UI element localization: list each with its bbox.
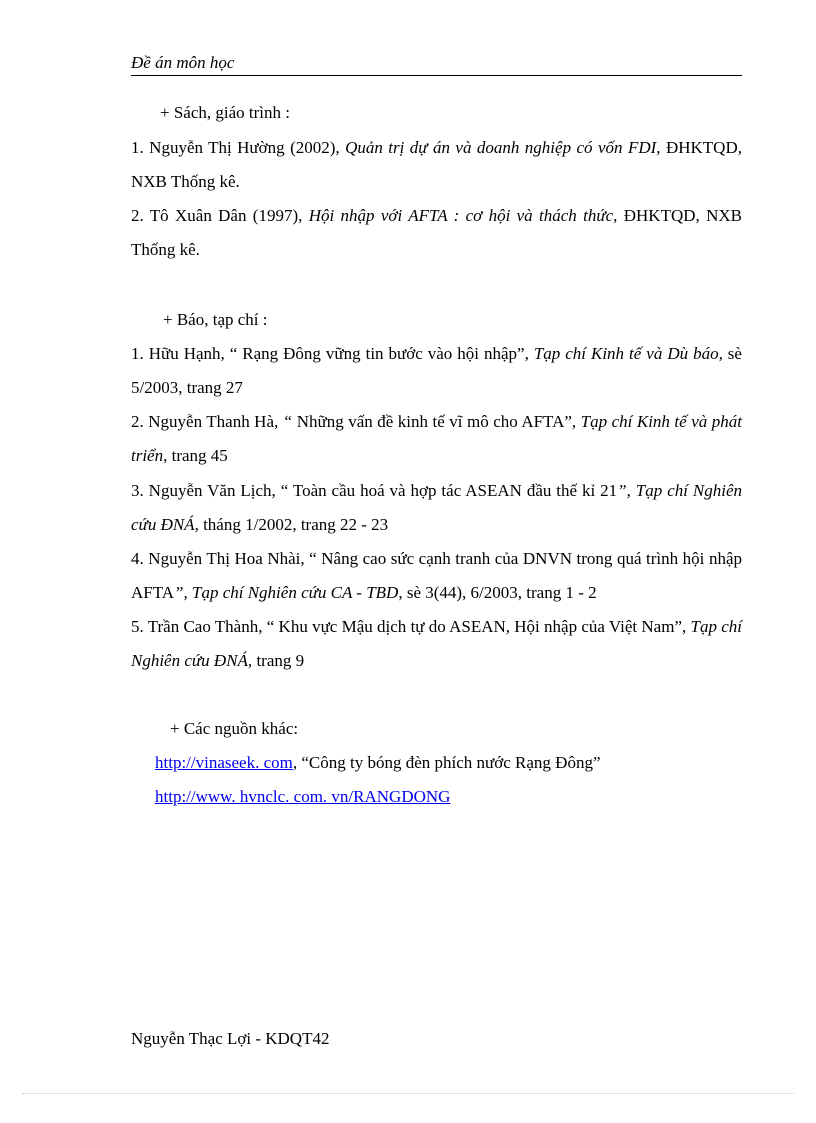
other-sources-heading: + Các nguồn khác: xyxy=(170,719,299,738)
book-title: Quản trị dự án và doanh nghiệp có vốn FDI xyxy=(345,138,657,157)
books-heading: + Sách, giáo trình : xyxy=(160,103,290,122)
journal-entry-3: 3. Nguyễn Văn Lịch, “ Toàn cầu hoá và hợp tác ASEAN đầu thế kỉ 21”, Tạp chí Nghiên cứu ĐNÁ, tháng 1/2002, trang 22 - 23 xyxy=(131,481,742,534)
hvnclc-link[interactable]: http://www. hvnclc. com. vn/RANGDONG xyxy=(155,787,451,806)
journal-title: ”, Tạp chí Nghiên cứu ĐNÁ, xyxy=(131,481,742,534)
link-line-1: http://vinaseek. com, “Công ty bóng đèn phích nước Rạng Đông” xyxy=(155,753,601,772)
book-entry-2: 2. Tô Xuân Dân (1997), Hội nhập với AFTA : cơ hội và thách thức, ĐHKTQD, NXB Thống kê. xyxy=(131,206,742,259)
book-title: Hội nhập với AFTA : cơ hội và thách thức xyxy=(308,206,614,225)
book-entry-1: 1. Nguyễn Thị Hường (2002), Quản trị dự án và doanh nghiệp có vốn FDI, ĐHKTQD, NXB Thống kê. xyxy=(131,138,742,191)
header-title: Đề án môn học xyxy=(131,53,235,72)
journal-entry-2: 2. Nguyễn Thanh Hà, “ Những vấn đề kinh tế vĩ mô cho AFTA”, Tạp chí Kinh tế và phát triển, trang 45 xyxy=(131,412,742,465)
link-line-2 xyxy=(155,786,450,808)
journal-title: Tạp chí Kinh tế và Dù báo xyxy=(533,344,719,363)
page-bottom-divider xyxy=(22,1093,794,1094)
journals-heading: + Báo, tạp chí : xyxy=(163,310,268,329)
journal-title: ”, Tạp chí Nghiên cứu CA - TBD xyxy=(174,583,399,602)
journal-entry-5: 5. Trần Cao Thành, “ Khu vực Mậu dịch tự do ASEAN, Hội nhập của Việt Nam”, Tạp chí Nghiên cứu ĐNÁ, trang 9 xyxy=(131,617,742,670)
page-footer xyxy=(131,1028,329,1050)
page-header xyxy=(131,52,742,76)
journal-entry-4: 4. Nguyễn Thị Hoa Nhài, “ Nâng cao sức cạnh tranh của DNVN trong quá trình hội nhập AFTA”, Tạp chí Nghiên cứu CA - TBD, sè 3(44), 6/2003, trang 1 - 2 xyxy=(131,549,742,602)
footer-author: Nguyễn Thạc Lợi - KDQT42 xyxy=(131,1029,330,1048)
journal-entry-1: 1. Hữu Hạnh, “ Rạng Đông vững tin bước vào hội nhập”, Tạp chí Kinh tế và Dù báo, sè 5/2003, trang 27 xyxy=(131,344,742,397)
journal-title: Tạp chí Nghiên cứu ĐNÁ, xyxy=(131,617,742,670)
journal-title: Tạp chí Kinh tế và phát triển xyxy=(131,412,742,465)
vinaseek-link[interactable]: http://vinaseek. com xyxy=(155,753,293,772)
